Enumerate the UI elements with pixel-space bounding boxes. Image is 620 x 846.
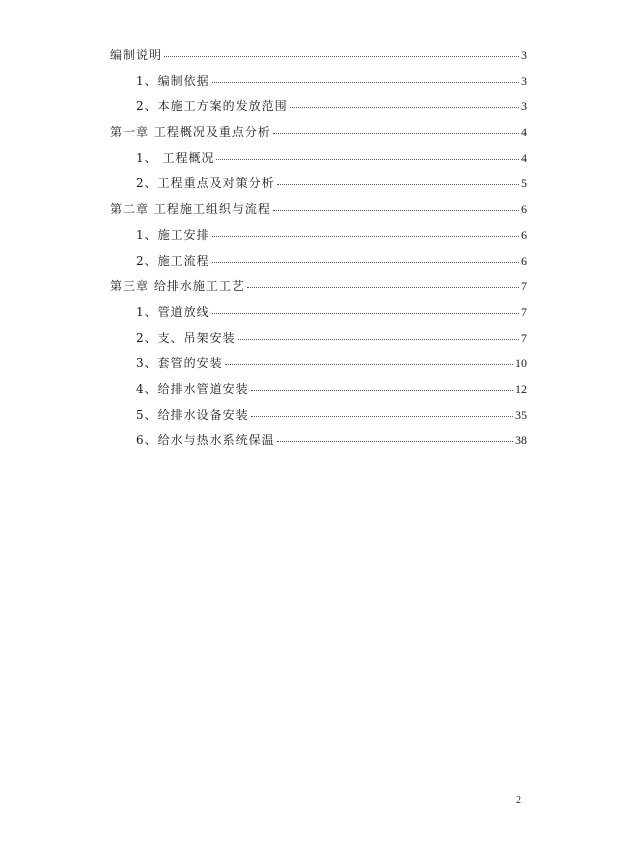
- toc-entry[interactable]: [110, 407, 527, 433]
- toc-entry-title: 2、工程重点及对策分析: [136, 176, 275, 191]
- toc-entry[interactable]: [110, 150, 527, 176]
- toc-entry-title: 5、给排水设备安装: [136, 407, 249, 422]
- toc-entry-title: 6、给水与热水系统保温: [136, 433, 275, 448]
- toc-dot-leader: [251, 389, 513, 391]
- toc-entry-page: 7: [521, 330, 527, 345]
- toc-entry-page: 3: [521, 48, 527, 62]
- toc-entry-title: 1、管道放线: [136, 304, 210, 319]
- toc-entry-title: 2、本施工方案的发放范围: [136, 99, 288, 114]
- toc-entry-page: 3: [521, 99, 527, 114]
- toc-entry-title: 1、施工安排: [136, 227, 210, 242]
- toc-entry-page: 12: [515, 381, 527, 396]
- toc-entry[interactable]: [110, 381, 527, 407]
- toc-entry-title: 第二章 工程施工组织与流程: [110, 202, 271, 217]
- toc-dot-leader: [277, 440, 513, 442]
- toc-dot-leader: [238, 338, 519, 340]
- toc-entry-title: 3、套管的安装: [136, 356, 223, 371]
- toc-entry-page: 6: [521, 227, 527, 242]
- toc-entry-title: 1、编制依据: [136, 73, 210, 88]
- toc-entry-title: 4、给排水管道安装: [136, 381, 249, 396]
- toc-entry-page: 35: [515, 407, 527, 422]
- toc-entry[interactable]: [110, 330, 527, 356]
- toc-entry[interactable]: [110, 201, 527, 227]
- toc-entry[interactable]: [110, 73, 527, 99]
- toc-entry-title: 2、支、吊架安装: [136, 330, 236, 345]
- toc-entry-page: 5: [521, 176, 527, 191]
- toc-dot-leader: [247, 286, 519, 288]
- toc-entry-page: 38: [515, 433, 527, 448]
- toc-entry-page: 7: [521, 279, 527, 294]
- toc-entry[interactable]: [110, 47, 527, 73]
- toc-entry-title: 编制说明: [110, 48, 163, 62]
- toc-entry-page: 3: [521, 73, 527, 88]
- toc-dot-leader: [290, 106, 519, 108]
- table-of-contents: [110, 47, 527, 458]
- toc-dot-leader: [273, 209, 519, 211]
- toc-dot-leader: [251, 415, 513, 417]
- toc-entry-page: 6: [521, 253, 527, 268]
- toc-entry-page: 4: [521, 150, 527, 165]
- toc-entry[interactable]: [110, 355, 527, 381]
- toc-entry-page: 6: [521, 202, 527, 217]
- page-number: 2: [516, 795, 521, 806]
- toc-dot-leader: [225, 363, 513, 365]
- toc-entry-title: 2、施工流程: [136, 253, 210, 268]
- toc-entry[interactable]: [110, 227, 527, 253]
- toc-entry[interactable]: [110, 124, 527, 150]
- toc-entry[interactable]: [110, 304, 527, 330]
- toc-dot-leader: [277, 183, 519, 185]
- toc-entry-title: 第一章 工程概况及重点分析: [110, 125, 271, 140]
- toc-entry-title: 1、 工程概况: [136, 150, 215, 165]
- toc-entry[interactable]: [110, 175, 527, 201]
- toc-dot-leader: [212, 81, 519, 83]
- toc-dot-leader: [164, 55, 519, 57]
- toc-entry[interactable]: [110, 98, 527, 124]
- toc-dot-leader: [273, 132, 519, 134]
- toc-dot-leader: [216, 158, 519, 160]
- toc-entry-title: 第三章 给排水施工工艺: [110, 279, 245, 294]
- toc-entry-page: 10: [515, 356, 527, 371]
- toc-dot-leader: [212, 312, 519, 314]
- toc-dot-leader: [212, 235, 519, 237]
- toc-entry-page: 4: [521, 125, 527, 140]
- toc-entry-page: 7: [521, 304, 527, 319]
- toc-entry[interactable]: [110, 432, 527, 458]
- toc-entry[interactable]: [110, 278, 527, 304]
- toc-entry[interactable]: [110, 253, 527, 279]
- toc-dot-leader: [212, 261, 519, 263]
